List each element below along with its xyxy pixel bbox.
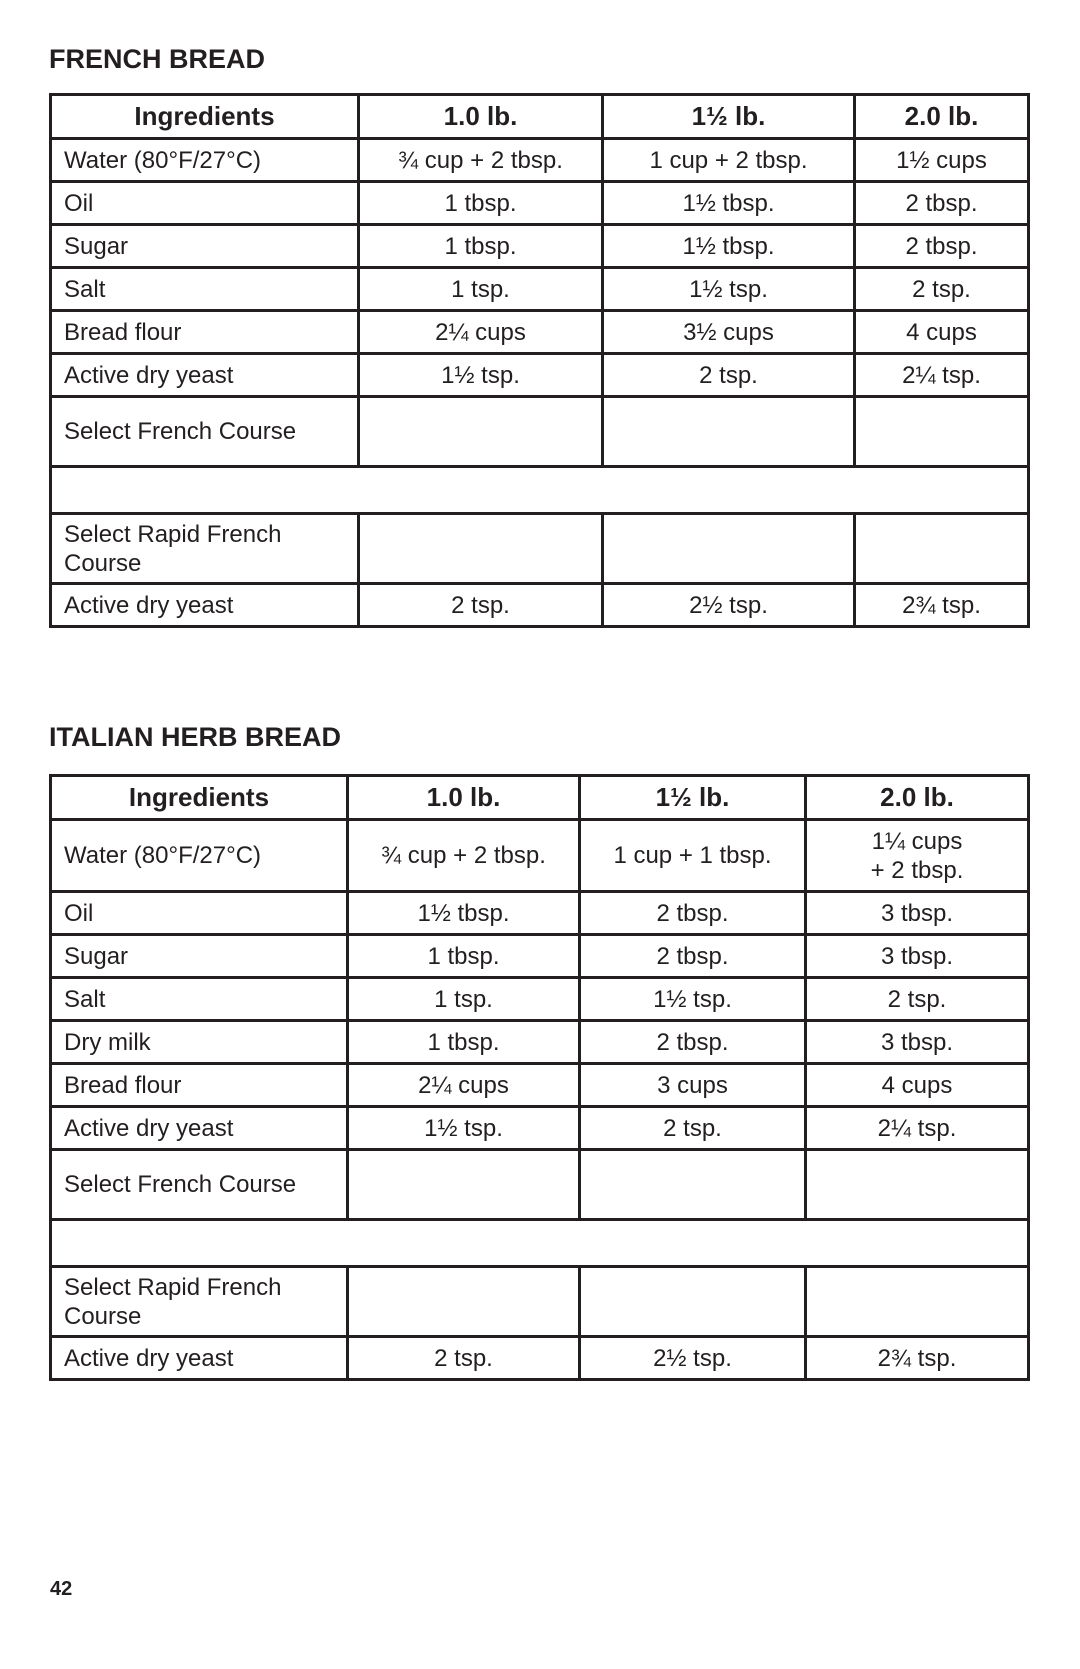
amount-2lb: 2 tbsp. bbox=[855, 225, 1029, 268]
header-size-2lb: 2.0 lb. bbox=[806, 776, 1029, 820]
amount-1-5lb: 1½ tsp. bbox=[603, 268, 855, 311]
empty-cell bbox=[603, 514, 855, 584]
empty-cell bbox=[855, 397, 1029, 467]
empty-cell bbox=[855, 514, 1029, 584]
ingredient-name: Active dry yeast bbox=[51, 1107, 348, 1150]
ingredient-name: Bread flour bbox=[51, 1064, 348, 1107]
header-ingredients: Ingredients bbox=[51, 95, 359, 139]
amount-2lb: 2¼ tsp. bbox=[806, 1107, 1029, 1150]
empty-cell bbox=[603, 397, 855, 467]
empty-cell bbox=[359, 514, 603, 584]
table-row bbox=[51, 1064, 1029, 1107]
amount-1-5lb: 2 tbsp. bbox=[580, 935, 806, 978]
header-row bbox=[51, 776, 1029, 820]
page-number: 42 bbox=[50, 1578, 73, 1600]
rapid-course-row bbox=[51, 1267, 1029, 1337]
spacer-cell bbox=[51, 1220, 1029, 1267]
amount-2lb: 2¼ tsp. bbox=[855, 354, 1029, 397]
amount-1lb: 2¼ cups bbox=[348, 1064, 580, 1107]
ingredient-name: Oil bbox=[51, 892, 348, 935]
ingredient-name: Bread flour bbox=[51, 311, 359, 354]
empty-cell bbox=[580, 1150, 806, 1220]
amount-2lb: 2¾ tsp. bbox=[855, 584, 1029, 627]
table-row bbox=[51, 311, 1029, 354]
table-row bbox=[51, 182, 1029, 225]
header-size-1lb: 1.0 lb. bbox=[348, 776, 580, 820]
ingredient-name: Oil bbox=[51, 182, 359, 225]
header-ingredients: Ingredients bbox=[51, 776, 348, 820]
table-row bbox=[51, 584, 1029, 627]
amount-1lb: ¾ cup + 2 tbsp. bbox=[359, 139, 603, 182]
header-size-1-5lb: 1½ lb. bbox=[603, 95, 855, 139]
table-row bbox=[51, 1337, 1029, 1380]
table-row bbox=[51, 268, 1029, 311]
table-row bbox=[51, 1107, 1029, 1150]
italian-herb-bread-title: ITALIAN HERB BREAD bbox=[49, 722, 341, 752]
table-row bbox=[51, 1021, 1029, 1064]
amount-2lb: 4 cups bbox=[806, 1064, 1029, 1107]
ingredient-name: Sugar bbox=[51, 225, 359, 268]
spacer-cell bbox=[51, 467, 1029, 514]
spacer-row bbox=[51, 467, 1029, 514]
amount-1lb: 1 tbsp. bbox=[359, 182, 603, 225]
amount-1-5lb: 1½ tbsp. bbox=[603, 225, 855, 268]
amount-1-5lb: 3 cups bbox=[580, 1064, 806, 1107]
amount-1-5lb: 2½ tsp. bbox=[603, 584, 855, 627]
amount-1-5lb: 2 tsp. bbox=[580, 1107, 806, 1150]
amount-1lb: 1 tbsp. bbox=[359, 225, 603, 268]
ingredient-name: Salt bbox=[51, 978, 348, 1021]
ingredient-name: Active dry yeast bbox=[51, 354, 359, 397]
amount-2lb: 2 tsp. bbox=[855, 268, 1029, 311]
table-row bbox=[51, 935, 1029, 978]
amount-1-5lb: 1½ tbsp. bbox=[603, 182, 855, 225]
table-row bbox=[51, 354, 1029, 397]
amount-2lb: 1½ cups bbox=[855, 139, 1029, 182]
amount-1-5lb: 2½ tsp. bbox=[580, 1337, 806, 1380]
amount-1lb: 1 tsp. bbox=[348, 978, 580, 1021]
header-size-1-5lb: 1½ lb. bbox=[580, 776, 806, 820]
rapid-course-label: Select Rapid French Course bbox=[51, 1267, 348, 1337]
empty-cell bbox=[348, 1267, 580, 1337]
ingredient-name: Sugar bbox=[51, 935, 348, 978]
amount-1lb: 2 tsp. bbox=[348, 1337, 580, 1380]
amount-2lb: 3 tbsp. bbox=[806, 892, 1029, 935]
amount-1-5lb: 1 cup + 2 tbsp. bbox=[603, 139, 855, 182]
header-size-1lb: 1.0 lb. bbox=[359, 95, 603, 139]
amount-2lb: 2 tsp. bbox=[806, 978, 1029, 1021]
amount-1-5lb: 1½ tsp. bbox=[580, 978, 806, 1021]
ingredient-name: Salt bbox=[51, 268, 359, 311]
amount-2lb: 4 cups bbox=[855, 311, 1029, 354]
amount-2lb: 1¼ cups + 2 tbsp. bbox=[806, 820, 1029, 892]
empty-cell bbox=[359, 397, 603, 467]
empty-cell bbox=[348, 1150, 580, 1220]
amount-1lb: 1 tbsp. bbox=[348, 1021, 580, 1064]
amount-1lb: 1 tsp. bbox=[359, 268, 603, 311]
ingredient-name: Dry milk bbox=[51, 1021, 348, 1064]
amount-1-5lb: 2 tbsp. bbox=[580, 892, 806, 935]
amount-1lb: 2 tsp. bbox=[359, 584, 603, 627]
empty-cell bbox=[806, 1150, 1029, 1220]
amount-2lb: 3 tbsp. bbox=[806, 1021, 1029, 1064]
course-label: Select French Course bbox=[51, 1150, 348, 1220]
rapid-course-label: Select Rapid French Course bbox=[51, 514, 359, 584]
ingredient-name: Water (80°F/27°C) bbox=[51, 820, 348, 892]
amount-2lb: 2 tbsp. bbox=[855, 182, 1029, 225]
italian-herb-bread-table bbox=[49, 774, 1030, 1381]
table-row bbox=[51, 139, 1029, 182]
amount-1lb: 1½ tsp. bbox=[359, 354, 603, 397]
amount-1lb: 2¼ cups bbox=[359, 311, 603, 354]
table-row bbox=[51, 225, 1029, 268]
header-row bbox=[51, 95, 1029, 139]
ingredient-name: Active dry yeast bbox=[51, 1337, 348, 1380]
french-bread-title: FRENCH BREAD bbox=[49, 44, 265, 74]
empty-cell bbox=[580, 1267, 806, 1337]
table-row bbox=[51, 892, 1029, 935]
course-row bbox=[51, 1150, 1029, 1220]
amount-1lb: ¾ cup + 2 tbsp. bbox=[348, 820, 580, 892]
amount-2lb: 3 tbsp. bbox=[806, 935, 1029, 978]
table-row bbox=[51, 978, 1029, 1021]
spacer-row bbox=[51, 1220, 1029, 1267]
course-row bbox=[51, 397, 1029, 467]
empty-cell bbox=[806, 1267, 1029, 1337]
amount-1lb: 1 tbsp. bbox=[348, 935, 580, 978]
amount-1-5lb: 3½ cups bbox=[603, 311, 855, 354]
header-size-2lb: 2.0 lb. bbox=[855, 95, 1029, 139]
rapid-course-row bbox=[51, 514, 1029, 584]
ingredient-name: Water (80°F/27°C) bbox=[51, 139, 359, 182]
french-bread-table bbox=[49, 93, 1030, 628]
amount-1-5lb: 2 tsp. bbox=[603, 354, 855, 397]
amount-1-5lb: 2 tbsp. bbox=[580, 1021, 806, 1064]
amount-1lb: 1½ tsp. bbox=[348, 1107, 580, 1150]
ingredient-name: Active dry yeast bbox=[51, 584, 359, 627]
amount-2lb: 2¾ tsp. bbox=[806, 1337, 1029, 1380]
course-label: Select French Course bbox=[51, 397, 359, 467]
amount-1-5lb: 1 cup + 1 tbsp. bbox=[580, 820, 806, 892]
table-row bbox=[51, 820, 1029, 892]
amount-1lb: 1½ tbsp. bbox=[348, 892, 580, 935]
